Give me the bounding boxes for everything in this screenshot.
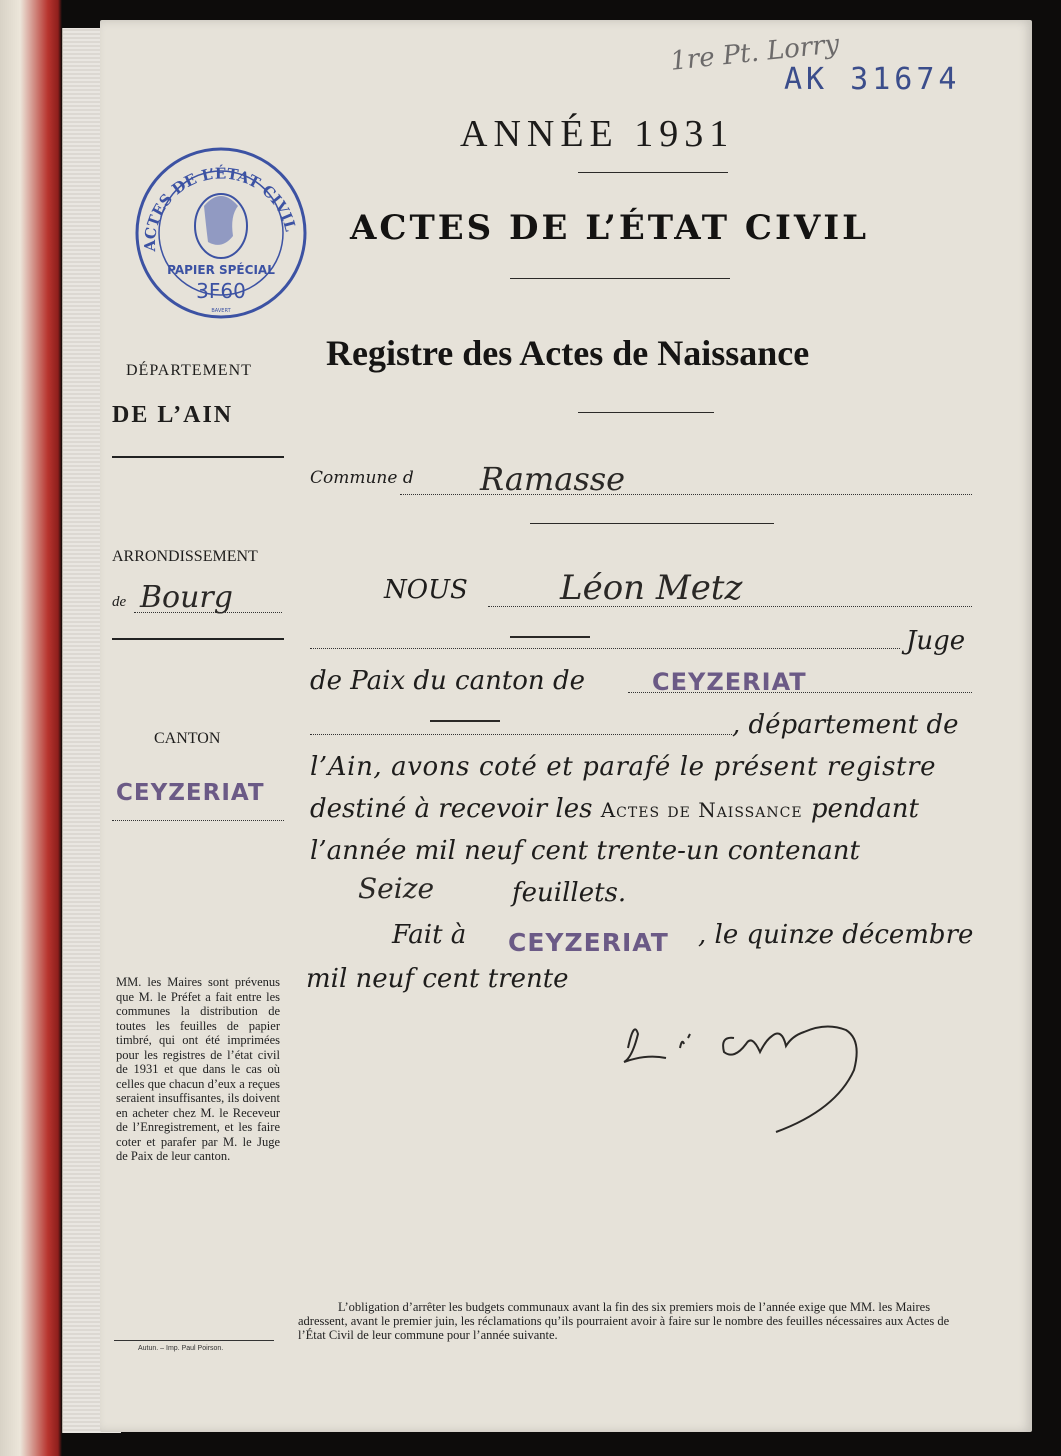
ornament-rule <box>530 523 774 524</box>
dotted-line <box>400 494 972 495</box>
year-line: mil neuf cent trente <box>306 964 569 994</box>
juge-text: Juge <box>906 626 966 656</box>
dotted-line <box>488 606 972 607</box>
register-title: Registre des Actes de Naissance <box>326 333 810 373</box>
dotted-line <box>310 734 732 735</box>
ornament-rule <box>578 412 714 413</box>
fait-stamp: CEYZERIAT <box>508 928 669 957</box>
sidebar-rule <box>112 638 284 640</box>
destine-line <box>310 794 919 824</box>
arrondissement-prefix: de <box>112 594 127 610</box>
destine-text: destiné à recevoir les <box>310 794 593 824</box>
stamp-seal <box>134 146 308 320</box>
printer-credit: Autun. – Imp. Paul Poirson. <box>138 1345 224 1352</box>
departement-value: DE L’AIN <box>112 402 234 428</box>
dotted-line <box>112 820 284 821</box>
pencil-note: 1re Pt. Lorry <box>668 29 841 77</box>
notice-text: MM. les Maires sont prévenus que M. le Préfet a fait entre les communes la distribution de toutes les feuilles de papier timbré, qui ont été imprimées pour les registres de l’état civil de 1931 et que dans le cas où celles que chacun d’eux a reçues seraient insuffisantes, ils doivent en acheter chez M. le Receveur de l’Enregistrement, et les faire coter et parafer par M. le Juge de Paix de leur canton. <box>116 975 280 1163</box>
departement-label: DÉPARTEMENT <box>126 362 252 379</box>
seal-graphic <box>134 146 308 320</box>
signature <box>616 1000 886 1140</box>
hand-dash <box>430 720 500 722</box>
fait-a-text: Fait à <box>392 920 467 950</box>
seal-maker: BAVERT <box>211 308 231 314</box>
dotted-line <box>310 648 900 649</box>
book-cover-edge <box>0 0 62 1456</box>
seal-ring-text: ACTES DE L’ÉTAT CIVIL <box>140 164 300 252</box>
signature-graphic <box>616 1000 886 1140</box>
ain-line: l’Ain, avons coté et parafé le présent registre <box>310 752 937 782</box>
hand-dash <box>510 636 590 638</box>
arrondissement-label: ARRONDISSEMENT <box>112 548 258 565</box>
seal-price: 3F60 <box>196 279 246 303</box>
ornament-rule <box>578 172 728 173</box>
departement-de-text: , département de <box>732 710 959 740</box>
canton-stamp-body: CEYZERIAT <box>652 668 807 696</box>
feuillets-handwriting: Seize <box>358 872 435 905</box>
dotted-line <box>134 612 282 613</box>
nous-handwriting: Léon Metz <box>560 568 743 608</box>
date-text: , le quinze décembre <box>698 920 974 950</box>
archive-code: AK 31674 <box>784 62 961 97</box>
commune-handwriting: Ramasse <box>480 460 626 498</box>
pendant-text: pendant <box>810 794 919 824</box>
dotted-line <box>628 692 972 693</box>
main-title: ACTES DE L’ÉTAT CIVIL <box>350 208 870 248</box>
year-title: ANNÉE 1931 <box>460 113 735 155</box>
commune-label: Commune d <box>310 468 414 488</box>
canton-label: CANTON <box>154 730 221 747</box>
register-page <box>100 20 1032 1432</box>
arrondissement-handwriting: Bourg <box>140 580 233 615</box>
paix-line: de Paix du canton de <box>310 666 585 696</box>
seal-label: PAPIER SPÉCIAL <box>167 263 275 277</box>
canton-stamp: CEYZERIAT <box>116 780 265 806</box>
nous-label: NOUS <box>384 575 468 605</box>
ornament-rule <box>510 278 730 279</box>
sidebar-rule <box>112 456 284 458</box>
printer-rule <box>114 1340 274 1341</box>
actes-naissance-text: Actes de Naissance <box>600 798 803 822</box>
annee-line: l’année mil neuf cent trente-un contenant <box>310 836 860 866</box>
feuillets-text: feuillets. <box>512 878 627 908</box>
obligation-notice: L’obligation d’arrêter les budgets communaux avant la fin des six premiers mois de l’année exige que MM. les Maires adressent, avant le premier juin, les réclamations qu’ils pourraient avoir à faire sur le nombre des feuilles nécessaires aux Actes de l’État Civil de leur commune pour l’année suivante. <box>298 1300 950 1342</box>
